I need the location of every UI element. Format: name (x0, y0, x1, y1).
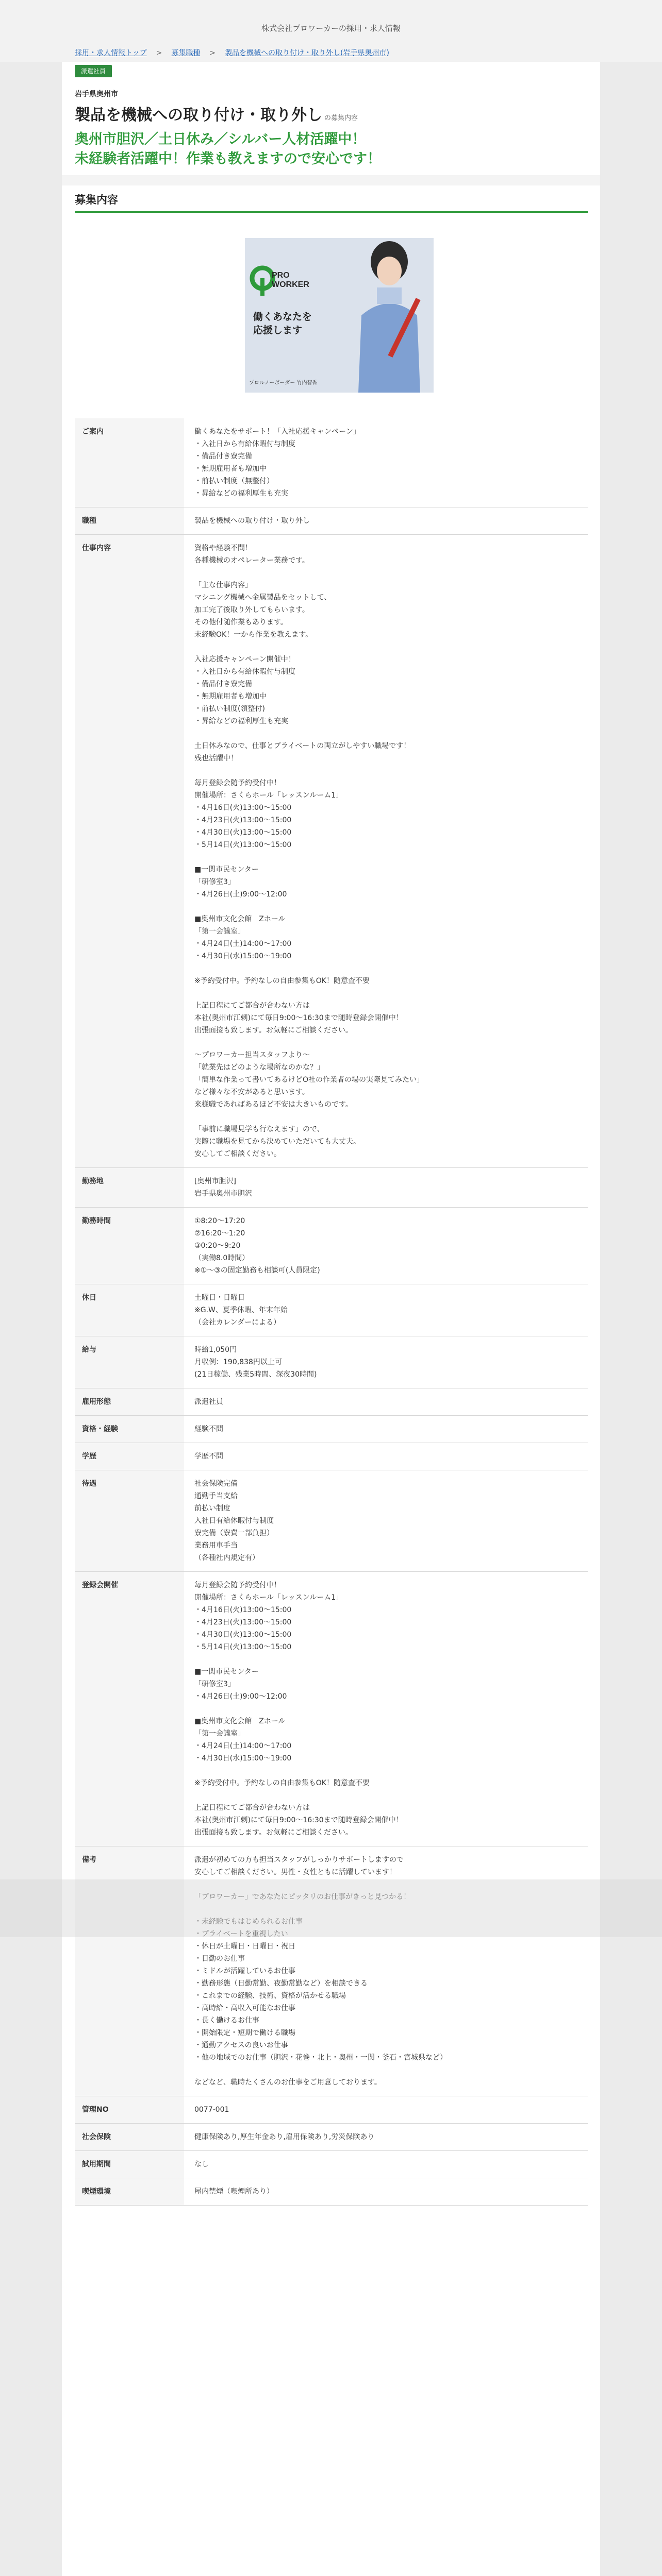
row-value: ①8:20〜17:20 ②16:20〜1:20 ③0:20〜9:20 （実働8.0時間） ※①〜③の固定勤務も相談可(人員限定) (184, 1208, 588, 1284)
image-headline (253, 310, 312, 337)
breadcrumb-current[interactable]: 製品を機械への取り付け・取り外し(岩手県奥州市) (225, 49, 389, 57)
breadcrumb-separator: > (156, 49, 162, 57)
page-title (75, 102, 358, 125)
row-label: 社会保険 (75, 2124, 184, 2151)
breadcrumb-link-jobs[interactable]: 募集職種 (171, 49, 201, 57)
row-value: [奥州市胆沢] 岩手県奥州市胆沢 (184, 1168, 588, 1208)
table-row (75, 1572, 588, 1846)
catch-copy-line2: 未経験者活躍中！作業も教えますので安心です！ (75, 151, 381, 167)
row-value: 社会保険完備 通勤手当支給 前払い制度 入社日有給休暇付与制度 寮完備（寮費一部負担） 業務用車手当 （各種社内規定有） (184, 1470, 588, 1572)
row-value: 0077-001 (184, 2096, 588, 2124)
row-value: 屋内禁煙（喫煙所あり） (184, 2178, 588, 2206)
site-header-title: 株式会社プロワーカーの採用・求人情報 (261, 24, 401, 33)
row-label: ご案内 (75, 418, 184, 507)
employment-type-badge: 派遣社員 (75, 65, 112, 77)
table-row (75, 1470, 588, 1572)
row-label: 給与 (75, 1336, 184, 1388)
table-row (75, 1284, 588, 1336)
job-image (245, 238, 434, 393)
job-title-suffix: の募集内容 (324, 114, 358, 122)
row-label: 喫煙環境 (75, 2178, 184, 2206)
breadcrumb-separator: > (209, 49, 216, 57)
row-label: 学歴 (75, 1443, 184, 1470)
row-value: 土曜日・日曜日 ※G.W、夏季休暇、年末年始 （会社カレンダーによる） (184, 1284, 588, 1336)
table-row (75, 1168, 588, 1208)
image-logo-text (272, 271, 309, 290)
row-label: 勤務時間 (75, 1208, 184, 1284)
table-row (75, 507, 588, 535)
row-label: 仕事内容 (75, 535, 184, 1168)
row-value: 派遣が初めての方も担当スタッフがしっかりサポートしますので 安心してご相談ください。男性・女性ともに活躍しています！ 「プロワーカー」であなたにピッタリのお仕事がきっと見つかる！ ・未経験でもはじめられるお仕事 ・プライベートを重視したい ・休日が土曜日・日曜日・祝日 ・日勤のお仕事 ・ミドルが活躍しているお仕事 ・勤務形態（日勤常勤、夜勤常勤など）を相談できる ・これまでの経験、技術、資格が活かせる職場 ・高時給・高収入可能なお仕事 ・長く働けるお仕事 ・開始限定・短期で働ける職場 ・通勤アクセスの良いお仕事 ・他の地域でのお仕事（胆沢・花巻・北上・奥州・一関・釜石・宮城県など） などなど、職時たくさんのお仕事をご用意しております。 (184, 1846, 588, 2096)
row-value: 派遣社員 (184, 1388, 588, 1416)
table-row (75, 2178, 588, 2206)
image-headline-line2: 応援します (253, 325, 303, 336)
table-row (75, 2151, 588, 2178)
table-row (75, 1416, 588, 1443)
table-row (75, 2124, 588, 2151)
image-headline-line1: 働くあなたを (253, 311, 312, 323)
row-label: 備考 (75, 1846, 184, 2096)
image-caption: プロルノーボーダー 竹内智香 (249, 380, 318, 386)
divider-band (62, 175, 600, 185)
image-logo-line1: PRO (272, 271, 290, 280)
row-value: 健康保険あり,厚生年金あり,雇用保険あり,労災保険あり (184, 2124, 588, 2151)
recruit-details-table (75, 418, 588, 2206)
job-title-text: 製品を機械への取り付け・取り外し (75, 106, 322, 124)
row-value: 製品を機械への取り付け・取り外し (184, 507, 588, 535)
row-label: 職種 (75, 507, 184, 535)
table-row (75, 2096, 588, 2124)
row-value: 時給1,050円 月収例：190,838円以上可 (21日稼働、残業5時間、深夜30時間) (184, 1336, 588, 1388)
scroll-overlay-band (0, 1879, 662, 1937)
table-row (75, 1443, 588, 1470)
table-row (75, 1388, 588, 1416)
person-photo-icon (348, 238, 431, 393)
row-value: 学歴不問 (184, 1443, 588, 1470)
row-value: 働くあなたをサポート！「入社応援キャンペーン」 ・入社日から有給休暇付与制度 ・備品付き寮完備 ・無期雇用者も増加中 ・前払い制度（無整付） ・昇給などの福利厚生も充実 (184, 418, 588, 507)
breadcrumb (75, 47, 590, 58)
row-label: 登録会開催 (75, 1572, 184, 1846)
row-label: 待遇 (75, 1470, 184, 1572)
row-label: 雇用形態 (75, 1388, 184, 1416)
row-label: 管理NO (75, 2096, 184, 2124)
table-row (75, 1208, 588, 1284)
catch-copy (75, 130, 590, 169)
table-row (75, 1336, 588, 1388)
image-logo-line2: WORKER (272, 280, 309, 289)
row-value: なし (184, 2151, 588, 2178)
breadcrumb-link-top[interactable]: 採用・求人情報トップ (75, 49, 147, 57)
row-label: 試用期間 (75, 2151, 184, 2178)
table-row (75, 535, 588, 1168)
row-value: 毎月登録会随予約受付中！ 開催場所：さくらホール「レッスンルーム1」 ・4月16日(火)13:00〜15:00 ・4月23日(火)13:00〜15:00 ・4月30日(火)13:00〜15:00 ・5月14日(火)13:00〜15:00 ■一関市民センター 「研修室3」 ・4月26日(土)9:00〜12:00 ■奥州市文化会館 Zホール 「第一会議室」 ・4月24日(土)14:00〜17:00 ・4月30日(水)15:00〜19:00 ※予約受付中。予約なしの自由参集もOK！随意査不要 上記日程にてご都合が合わない方は 本社(奥州市江刺)にて毎日9:00〜16:30まで随時登録会開催中！ 出張面接も致します。お気軽にご相談ください。 (184, 1572, 588, 1846)
row-label: 休日 (75, 1284, 184, 1336)
row-label: 資格・経験 (75, 1416, 184, 1443)
table-row (75, 418, 588, 507)
job-location: 岩手県奥州市 (75, 90, 118, 98)
catch-copy-line1: 奥州市胆沢／土日休み／シルバー人材活躍中！ (75, 131, 366, 147)
row-value: 資格や経験不問！ 各種機械のオペレーター業務です。 「主な仕事内容」 マシニング機械へ金属製品をセットして、 加工完了後取り外してもらいます。 その他付随作業もあります。 未経験OK！一から作業を教えます。 入社応援キャンペーン開催中！ ・入社日から有給休暇付与制度 ・備品付き寮完備 ・無期雇用者も増加中 ・前払い制度(領整付) ・昇給などの福利厚生も充実 土日休みなので、仕事とプライベートの両立がしやすい職場です！ 残也活躍中！ 毎月登録会随予約受付中！ 開催場所：さくらホール「レッスンルーム1」 ・4月16日(火)13:00〜15:00 ・4月23日(火)13:00〜15:00 ・4月30日(火)13:00〜15:00 ・5月14日(火)13:00〜15:00 ■一関市民センター 「研修室3」 ・4月26日(土)9:00〜12:00 ■奥州市文化会館 Zホール 「第一会議室」 ・4月24日(土)14:00〜17:00 ・4月30日(水)15:00〜19:00 ※予約受付中。予約なしの自由参集もOK！随意査不要 上記日程にてご都合が合わない方は 本社(奥州市江刺)にて毎日9:00〜16:30まで随時登録会開催中！ 出張面接も致します。お気軽にご相談ください。 〜プロワーカー担当スタッフより〜 「就業先はどのような場所なのかな？」 「簡単な作業って書いてあるけどO社の作業者の場の実際見てみたい」 など様々な不安があると思います。 来様職であればあるほど不安は大きいものです。 「事前に職場見学も行なえます」ので、 実際に職場を見てから決めていただいても大丈夫。 安心してご相談ください。 (184, 535, 588, 1168)
section-title-recruit: 募集内容 (75, 189, 588, 213)
row-label: 勤務地 (75, 1168, 184, 1208)
row-value: 経験不問 (184, 1416, 588, 1443)
